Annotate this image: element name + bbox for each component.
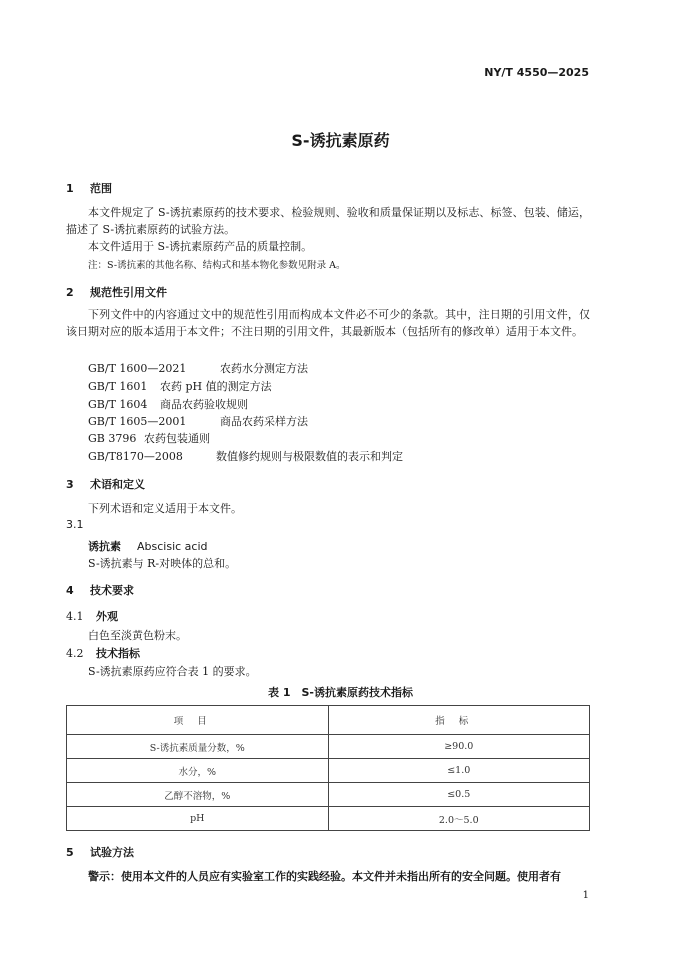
- reference-title: 农药 pH 值的测定方法: [160, 380, 272, 393]
- standard-number: NY/T 4550—2025: [484, 66, 589, 79]
- section-5-heading: [66, 844, 134, 860]
- reference-item: [88, 378, 272, 394]
- reference-title: 商品农药采样方法: [220, 415, 308, 428]
- reference-code: GB/T 1600—2021: [88, 362, 187, 375]
- section-3-heading: [66, 476, 145, 492]
- paragraph: 白色至淡黄色粉末。: [88, 629, 187, 642]
- page-number: 1: [582, 890, 589, 901]
- subsection-title: 技术指标: [96, 647, 140, 660]
- paragraph: 本文件适用于 S-诱抗素原药产品的质量控制。: [88, 240, 313, 253]
- reference-item: [88, 396, 248, 412]
- paragraph: S-诱抗素原药应符合表 1 的要求。: [88, 665, 257, 678]
- reference-title: 农药包装通则: [144, 432, 210, 445]
- paragraph: 本文件规定了 S-诱抗素原药的技术要求、检验规则、验收和质量保证期以及标志、标签、包装、储运，描述了 S-诱抗素原药的试验方法。: [66, 206, 590, 236]
- section-number: 4: [66, 584, 74, 597]
- table-cell: 水分，%: [67, 759, 329, 783]
- table-row: [67, 759, 590, 783]
- subsection-number: 3.1: [66, 518, 84, 531]
- term-chinese: 诱抗素: [88, 540, 121, 553]
- section-title: 术语和定义: [90, 478, 145, 491]
- section-4-heading: [66, 582, 134, 598]
- section-title: 规范性引用文件: [90, 286, 167, 299]
- term-english: Abscisic acid: [137, 540, 208, 553]
- table-header-row: [67, 706, 590, 735]
- subsection-4-2-heading: [66, 645, 140, 661]
- section-number: 3: [66, 478, 74, 491]
- reference-code: GB/T 1601: [88, 380, 148, 393]
- table-row: [67, 783, 590, 807]
- reference-item: [88, 360, 308, 376]
- reference-item: [88, 448, 403, 464]
- subsection-title: 外观: [96, 610, 118, 623]
- table-cell: S-诱抗素质量分数，%: [67, 735, 329, 759]
- reference-code: GB/T 1605—2001: [88, 415, 187, 428]
- reference-item: [88, 430, 210, 446]
- reference-title: 农药水分测定方法: [220, 362, 308, 375]
- subsection-4-1-heading: [66, 608, 118, 624]
- section-title: 范围: [90, 182, 112, 195]
- section-1-heading: [66, 180, 112, 196]
- reference-item: [88, 413, 308, 429]
- section-2-heading: [66, 284, 167, 300]
- warning-text: 警示：使用本文件的人员应有实验室工作的实践经验。本文件并未指出所有的安全问题。使用者有: [88, 870, 561, 883]
- reference-title: 商品农药验收规则: [160, 398, 248, 411]
- term-entry: [88, 538, 208, 554]
- document-title: S-诱抗素原药: [291, 131, 390, 150]
- table-cell: ≤1.0: [328, 759, 590, 783]
- table-cell: 乙醇不溶物，%: [67, 783, 329, 807]
- reference-code: GB/T8170—2008: [88, 450, 183, 463]
- note: 注：S-诱抗素的其他名称、结构式和基本物化参数见附录 A。: [88, 260, 346, 271]
- reference-code: GB 3796: [88, 432, 137, 445]
- section-title: 试验方法: [90, 846, 134, 859]
- table-caption: 表 1 S-诱抗素原药技术指标: [268, 686, 413, 699]
- subsection-number: 4.1: [66, 610, 84, 623]
- section-number: 1: [66, 182, 74, 195]
- table-row: [67, 807, 590, 831]
- table-header-cell: 项目: [67, 706, 329, 735]
- section-number: 2: [66, 286, 74, 299]
- spec-table: [66, 705, 590, 831]
- table-cell: ≤0.5: [328, 783, 590, 807]
- section-title: 技术要求: [90, 584, 134, 597]
- table-row: [67, 735, 590, 759]
- section-number: 5: [66, 846, 74, 859]
- subsection-number: 4.2: [66, 647, 84, 660]
- table-cell: pH: [67, 807, 329, 831]
- table-header-cell: 指标: [328, 706, 590, 735]
- reference-title: 数值修约规则与极限数值的表示和判定: [216, 450, 403, 463]
- term-definition: S-诱抗素与 R-对映体的总和。: [88, 557, 237, 570]
- reference-code: GB/T 1604: [88, 398, 148, 411]
- paragraph: 下列术语和定义适用于本文件。: [88, 502, 242, 515]
- table-cell: ≥90.0: [328, 735, 590, 759]
- table-cell: 2.0～5.0: [328, 807, 590, 831]
- paragraph: 下列文件中的内容通过文中的规范性引用而构成本文件必不可少的条款。其中，注日期的引用文件，仅该日期对应的版本适用于本文件；不注日期的引用文件，其最新版本（包括所有的修改单）适用于本文件。: [66, 308, 590, 338]
